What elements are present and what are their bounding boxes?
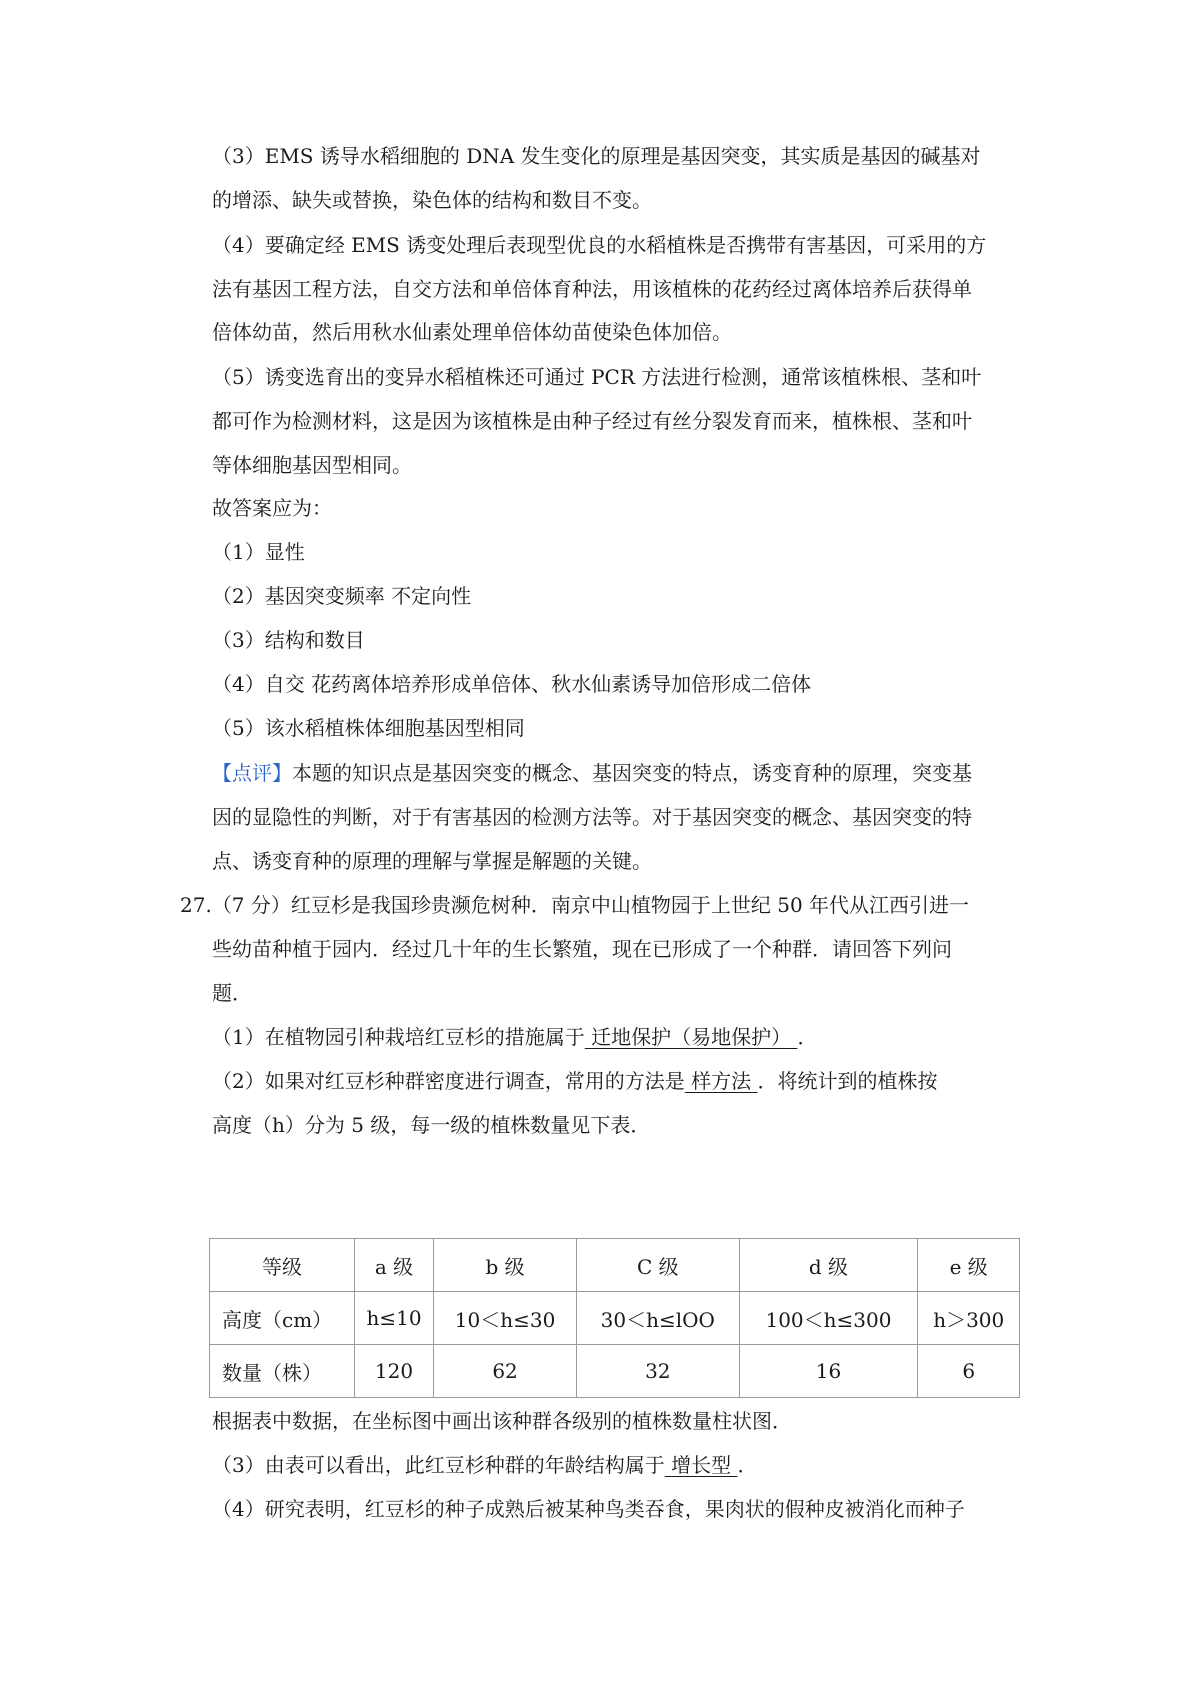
paragraph: 都可作为检测材料，这是因为该植株是由种子经过有丝分裂发育而来，植株根、茎和叶 bbox=[212, 409, 972, 433]
question-text: （7 分）红豆杉是我国珍贵濒危树种．南京中山植物园于上世纪 50 年代从江西引进一 bbox=[211, 893, 970, 917]
table-cell: 120 bbox=[355, 1345, 434, 1398]
paragraph: （3）EMS 诱导水稻细胞的 DNA 发生变化的原理是基因突变，其实质是基因的碱基对 bbox=[212, 144, 981, 168]
question-line: 根据表中数据，在坐标图中画出该种群各级别的植株数量柱状图． bbox=[212, 1409, 792, 1433]
answer-item: （1）显性 bbox=[212, 540, 305, 564]
sub-question-text: 高度（h）分为 5 级，每一级的植株数量见下表． bbox=[212, 1113, 651, 1137]
table-header-cell: 等级 bbox=[210, 1239, 355, 1292]
sub-question-2 bbox=[212, 1067, 937, 1095]
paragraph: 倍体幼苗，然后用秋水仙素处理单倍体幼苗使染色体加倍。 bbox=[212, 320, 732, 344]
table-row bbox=[210, 1292, 1020, 1345]
sub-question-4: （4）研究表明，红豆杉的种子成熟后被某种鸟类吞食，果肉状的假种皮被消化而种子 bbox=[212, 1497, 965, 1521]
comment-tag: 【点评】 bbox=[212, 761, 292, 785]
answer-blank: 增长型 bbox=[664, 1453, 738, 1477]
table-cell: 100＜h≤300 bbox=[739, 1292, 918, 1345]
table-cell: h≤10 bbox=[355, 1292, 434, 1345]
sub-question-3 bbox=[212, 1451, 757, 1479]
sub-question-text: ． bbox=[797, 1025, 818, 1049]
table-row-label: 高度（cm） bbox=[210, 1292, 355, 1345]
grade-table bbox=[209, 1238, 1020, 1398]
question-line: 题． bbox=[212, 981, 252, 1005]
comment-text: 本题的知识点是基因突变的概念、基因突变的特点，诱变育种的原理，突变基 bbox=[292, 761, 972, 785]
sub-question-text: ． bbox=[737, 1453, 758, 1477]
paragraph: （5）诱变选育出的变异水稻植株还可通过 PCR 方法进行检测，通常该植株根、茎和叶 bbox=[212, 365, 982, 389]
answer-item: （4）自交 花药离体培养形成单倍体、秋水仙素诱导加倍形成二倍体 bbox=[212, 672, 812, 696]
comment-line: 点、诱变育种的原理的理解与掌握是解题的关键。 bbox=[212, 849, 652, 873]
table-header-cell: d 级 bbox=[739, 1239, 918, 1292]
sub-question-text: ．将统计到的植株按 bbox=[757, 1069, 938, 1093]
paragraph: 等体细胞基因型相同。 bbox=[212, 453, 412, 477]
table-cell: 6 bbox=[918, 1345, 1020, 1398]
sub-question-text: （3）由表可以看出，此红豆杉种群的年龄结构属于 bbox=[212, 1453, 665, 1477]
comment-line: 因的显隐性的判断，对于有害基因的检测方法等。对于基因突变的概念、基因突变的特 bbox=[212, 805, 972, 829]
table-header-cell: b 级 bbox=[434, 1239, 577, 1292]
paragraph: 的增添、缺失或替换，染色体的结构和数目不变。 bbox=[212, 188, 652, 212]
table-row bbox=[210, 1239, 1020, 1292]
table-cell: 10＜h≤30 bbox=[434, 1292, 577, 1345]
table-cell: h＞300 bbox=[918, 1292, 1020, 1345]
table-row-label: 数量（株） bbox=[210, 1345, 355, 1398]
answer-item: （2）基因突变频率 不定向性 bbox=[212, 584, 472, 608]
answer-item: （5）该水稻植株体细胞基因型相同 bbox=[212, 716, 525, 740]
table-cell: 16 bbox=[739, 1345, 918, 1398]
paragraph: （4）要确定经 EMS 诱变处理后表现型优良的水稻植株是否携带有害基因，可采用的方 bbox=[212, 233, 987, 257]
answer-blank: 样方法 bbox=[684, 1069, 758, 1093]
table-header-cell: e 级 bbox=[918, 1239, 1020, 1292]
table-cell: 62 bbox=[434, 1345, 577, 1398]
sub-question-text: （1）在植物园引种栽培红豆杉的措施属于 bbox=[212, 1025, 585, 1049]
sub-question-1 bbox=[212, 1023, 817, 1051]
answer-item: （3）结构和数目 bbox=[212, 628, 365, 652]
table-header-cell: a 级 bbox=[355, 1239, 434, 1292]
paragraph: 法有基因工程方法，自交方法和单倍体育种法，用该植株的花药经过离体培养后获得单 bbox=[212, 277, 972, 301]
question-line: 些幼苗种植于园内．经过几十年的生长繁殖，现在已形成了一个种群．请回答下列问 bbox=[212, 937, 952, 961]
answer-heading: 故答案应为： bbox=[212, 496, 332, 520]
answer-blank: 迁地保护（易地保护） bbox=[584, 1025, 798, 1049]
table-header-cell: C 级 bbox=[577, 1239, 739, 1292]
sub-question-text: （2）如果对红豆杉种群密度进行调查，常用的方法是 bbox=[212, 1069, 685, 1093]
question-number: 27. bbox=[180, 893, 212, 917]
table-row bbox=[210, 1345, 1020, 1398]
question-line bbox=[180, 891, 969, 919]
table-cell: 32 bbox=[577, 1345, 739, 1398]
comment-line bbox=[212, 759, 972, 787]
table-cell: 30＜h≤lOO bbox=[577, 1292, 739, 1345]
